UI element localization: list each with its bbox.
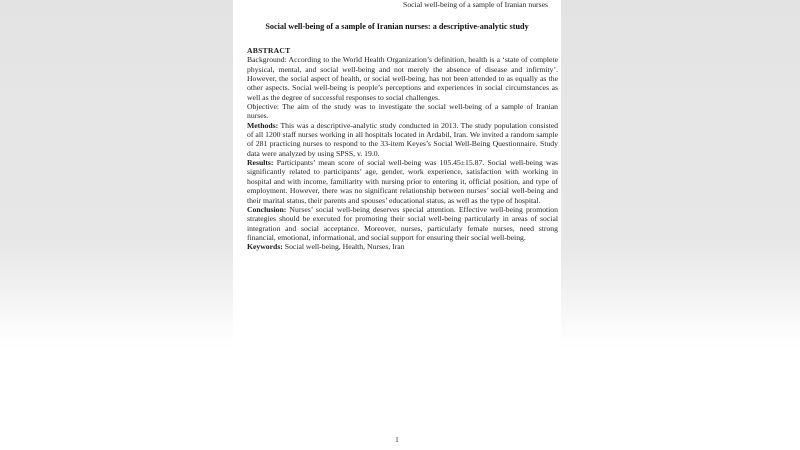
abstract-paragraph-objective — [247, 102, 558, 121]
abstract-paragraph-background — [247, 55, 558, 102]
paragraph-text: Social well-being, Health, Nurses, Iran — [284, 242, 405, 252]
running-header: Social well-being of a sample of Iranian nurses — [403, 0, 548, 9]
abstract-block — [247, 46, 558, 252]
paragraph-label: Keywords: — [247, 242, 283, 252]
document-page — [233, 0, 561, 450]
abstract-heading: ABSTRACT — [247, 46, 291, 55]
page-number: 1 — [395, 435, 399, 444]
paragraph-label: Methods: — [247, 120, 279, 130]
paragraph-label: Results: — [247, 158, 274, 168]
paragraph-text: Nurses’ social well-being deserves special attention. Effective well-being promotion strategies should be executed for promoting their social well-being particularly in areas of social integration and social acceptance. Moreover, nurses, particularly female nurses, need strong financial, emotional, informational, and social support for ensuring their social well-being. — [247, 204, 558, 242]
abstract-paragraph-keywords — [247, 242, 558, 251]
abstract-paragraph-conclusion — [247, 205, 558, 242]
abstract-paragraph-results — [247, 158, 558, 205]
paper-title: Social well-being of a sample of Iranian nurses: a descriptive-analytic study — [265, 22, 529, 31]
abstract-paragraph-methods — [247, 121, 558, 158]
paragraph-label: Conclusion: — [247, 204, 287, 214]
paragraph-text: Participants’ mean score of social well-being was 105.45±15.87. Social well-being was significantly related to participants’ age, gender, work experience, satisfaction with working in hospital and with income, familiarity with nursing prior to entering it, official position, and type of employment. However, there was no significant relationship between nurses’ social well-being and their marital status, their parents and spouses’ educational status, as well as the type of hospital. — [247, 158, 558, 205]
paragraph-label: Background: — [247, 55, 287, 65]
page-background-right — [561, 0, 800, 450]
paragraph-text: The aim of the study was to investigate the social well-being of a sample of Iranian nurses. — [247, 102, 558, 121]
paragraph-label: Objective: — [247, 102, 280, 112]
paragraph-text: According to the World Health Organization’s definition, health is a ‘state of complete physical, mental, and social well-being and not merely the absence of disease and infirmity’. However, the social aspect of health, or social well-being, has not been attended to as equally as the other aspects. Social well-being is people’s perceptions and experiences in social circumstances as well as the degree of successful responses to social challenges. — [247, 55, 558, 102]
page-background-left — [0, 0, 233, 450]
paragraph-text: This was a descriptive-analytic study conducted in 2013. The study population consisted of all 1200 staff nurses working in all hospitals located in Ardabil, Iran. We invited a random sample of 281 practicing nurses to respond to the 33-item Keyes’s Social Well-Being Questionnaire. Study data were analyzed by using SPSS, v. 19.0. — [247, 120, 558, 158]
